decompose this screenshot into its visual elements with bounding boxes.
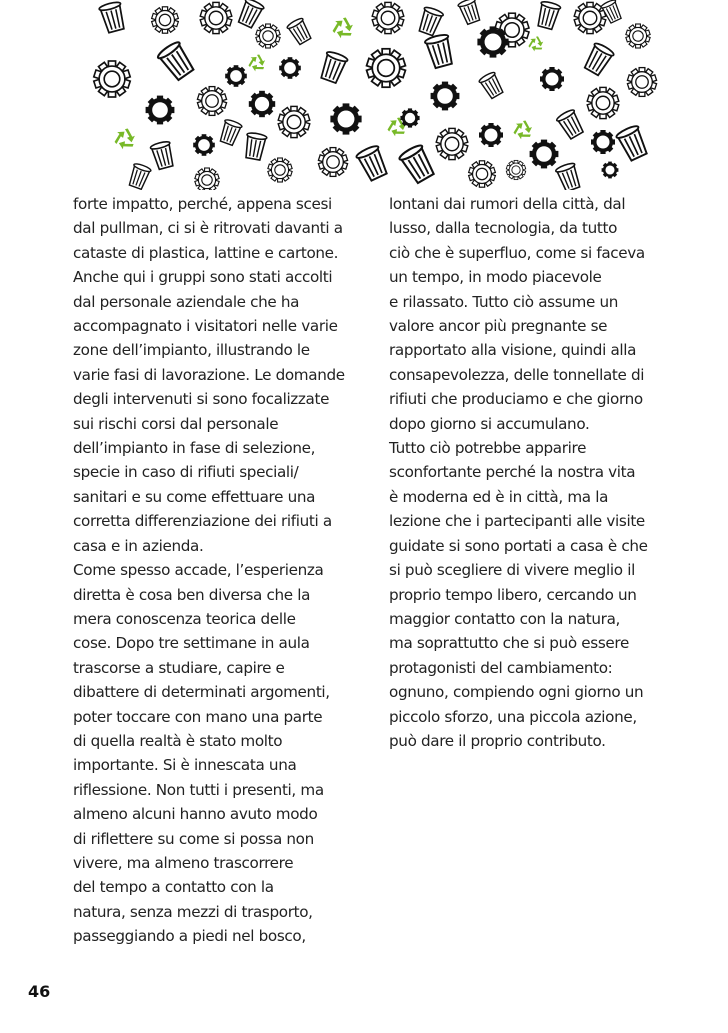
gear-icon (94, 61, 130, 97)
trash-can-icon (556, 108, 586, 140)
text-line: cataste di plastica, lattine e cartone. (73, 243, 339, 262)
gear-icon (367, 49, 406, 87)
text-line: lezione che i partecipanti alle visite (389, 512, 645, 531)
text-line: dopo giorno si accumulano. (389, 414, 590, 433)
text-line: ma soprattutto che si può essere (389, 634, 629, 653)
text-line: consapevolezza, delle tonnellate di (389, 365, 645, 384)
gear-icon (318, 148, 347, 177)
text-line: di quella realtà è stato molto (73, 731, 283, 750)
text-line: può dare il proprio contributo. (389, 731, 606, 750)
trash-can-icon (243, 132, 267, 161)
gear-icon (278, 106, 310, 137)
text-line: e rilassato. Tutto ciò assume un (389, 292, 619, 311)
text-line: valore ancor più pregnante se (389, 317, 608, 336)
text-line: sanitari e su come effettuare una (73, 487, 316, 506)
trash-can-icon (355, 144, 390, 182)
gear-icon (602, 162, 619, 179)
gear-icon (330, 103, 361, 134)
text-line: sconfortante perché la nostra vita (389, 463, 636, 482)
text-line: degli intervenuti si sono focalizzate (73, 390, 330, 409)
text-line: poter toccare con mano una parte (73, 707, 323, 726)
text-line: dell’impianto in fase di selezione, (73, 439, 316, 458)
trash-can-icon (99, 1, 128, 34)
illustration-canvas (0, 0, 728, 190)
text-line: diretta è cosa ben diversa che la (73, 585, 311, 604)
text-line: almeno alcuni hanno avuto modo (73, 805, 318, 824)
gear-icon (587, 87, 619, 118)
text-line: si può scegliere di vivere meglio il (389, 561, 635, 580)
header-illustration (0, 0, 728, 190)
recycle-icon (510, 121, 532, 143)
trash-can-icon (236, 0, 265, 29)
text-line: lusso, dalla tecnologia, da tutto (389, 219, 618, 238)
text-line: del tempo a contatto con la (73, 878, 274, 897)
gear-icon (591, 130, 615, 154)
text-line: dal personale aziendale che ha (73, 292, 300, 311)
text-line: protagonisti del cambiamento: (389, 658, 613, 677)
trash-can-icon (318, 50, 348, 84)
text-line: maggior contatto con la natura, (389, 609, 621, 628)
trash-can-icon (218, 118, 243, 146)
gear-icon (479, 123, 503, 147)
trash-can-icon (286, 17, 313, 46)
text-line: dibattere di determinati argomenti, (73, 683, 330, 702)
text-line: dal pullman, ci si è ritrovati davanti a (73, 219, 343, 238)
gear-icon (431, 82, 460, 111)
text-line: di riflettere su come si possa non (73, 829, 314, 848)
gear-icon (469, 161, 496, 187)
text-line: sui rischi corsi dal personale (73, 414, 279, 433)
trash-can-icon (424, 33, 455, 69)
text-line: zone dell’impianto, illustrando le (73, 341, 310, 360)
text-line: vivere, ma almeno trascorrere (73, 853, 294, 872)
text-line: Tutto ciò potrebbe apparire (389, 439, 587, 458)
gear-icon (249, 91, 275, 117)
text-line: casa e in azienda. (73, 536, 204, 555)
text-line: accompagnato i visitatori nelle varie (73, 317, 338, 336)
recycle-icon (246, 54, 266, 74)
trash-can-icon (582, 42, 615, 77)
text-line: un tempo, in modo piacevole (389, 268, 602, 287)
trash-can-icon (555, 162, 583, 190)
text-line: proprio tempo libero, cercando un (389, 585, 637, 604)
gear-icon (268, 158, 292, 182)
gear-icon (200, 2, 232, 33)
trash-can-icon (457, 0, 482, 25)
text-line: importante. Si è innescata una (73, 756, 297, 775)
text-line: ciò che è superfluo, come si faceva (389, 243, 645, 262)
text-line: lontani dai rumori della città, dal (389, 195, 626, 213)
trash-can-icon (535, 0, 561, 30)
text-line: natura, senza mezzi di trasporto, (73, 902, 313, 921)
text-line: cose. Dopo tre settimane in aula (73, 634, 310, 653)
text-column-left (73, 192, 345, 949)
gear-icon (152, 7, 179, 33)
gear-icon (197, 87, 226, 116)
text-line: corretta differenziazione dei rifiuti a (73, 512, 332, 531)
gear-icon (506, 160, 525, 179)
page-number: 46 (28, 982, 51, 1001)
gear-icon (256, 24, 280, 48)
trash-can-icon (156, 40, 196, 82)
trash-can-icon (127, 162, 152, 190)
gear-icon (195, 168, 219, 190)
gear-icon (540, 67, 564, 91)
text-line: riflessione. Non tutti i presenti, ma (73, 780, 324, 799)
text-line: Come spesso accade, l’esperienza (73, 561, 324, 580)
gear-icon (400, 108, 419, 127)
trash-can-icon (398, 143, 437, 185)
trash-can-icon (150, 140, 176, 170)
recycle-icon (526, 36, 543, 54)
text-line: mera conoscenza teorica delle (73, 609, 296, 628)
text-line: ognuno, compiendo ogni giorno un (389, 683, 644, 702)
text-line: specie in caso di rifiuti speciali/ (73, 463, 299, 482)
trash-can-icon (615, 124, 650, 162)
text-line: rapportato alla visione, quindi alla (389, 341, 637, 360)
text-line: forte impatto, perché, appena scesi (73, 195, 332, 213)
gear-icon (193, 134, 215, 156)
text-line: varie fasi di lavorazione. Le domande (73, 365, 345, 384)
gear-icon (225, 65, 247, 87)
text-line: rifiuti che produciamo e che giorno (389, 390, 643, 409)
trash-can-icon (416, 6, 444, 37)
gear-icon (626, 24, 650, 48)
text-line: guidate si sono portati a casa è che (389, 536, 648, 555)
gear-icon (279, 57, 301, 79)
text-line: passeggiando a piedi nel bosco, (73, 927, 306, 946)
recycle-icon (111, 129, 135, 153)
gear-icon (477, 26, 508, 57)
gear-icon (436, 128, 468, 159)
text-line: è moderna ed è in città, ma la (389, 487, 609, 506)
gear-icon (627, 68, 656, 97)
gear-icon (146, 96, 175, 125)
text-line: piccolo sforzo, una piccola azione, (389, 707, 637, 726)
gear-icon (530, 140, 559, 169)
gear-icon (372, 2, 404, 33)
recycle-icon (329, 18, 353, 42)
text-line: trascorse a studiare, capire e (73, 658, 285, 677)
text-line: Anche qui i gruppi sono stati accolti (73, 268, 333, 287)
trash-can-icon (478, 71, 505, 100)
text-column-right (389, 192, 648, 753)
